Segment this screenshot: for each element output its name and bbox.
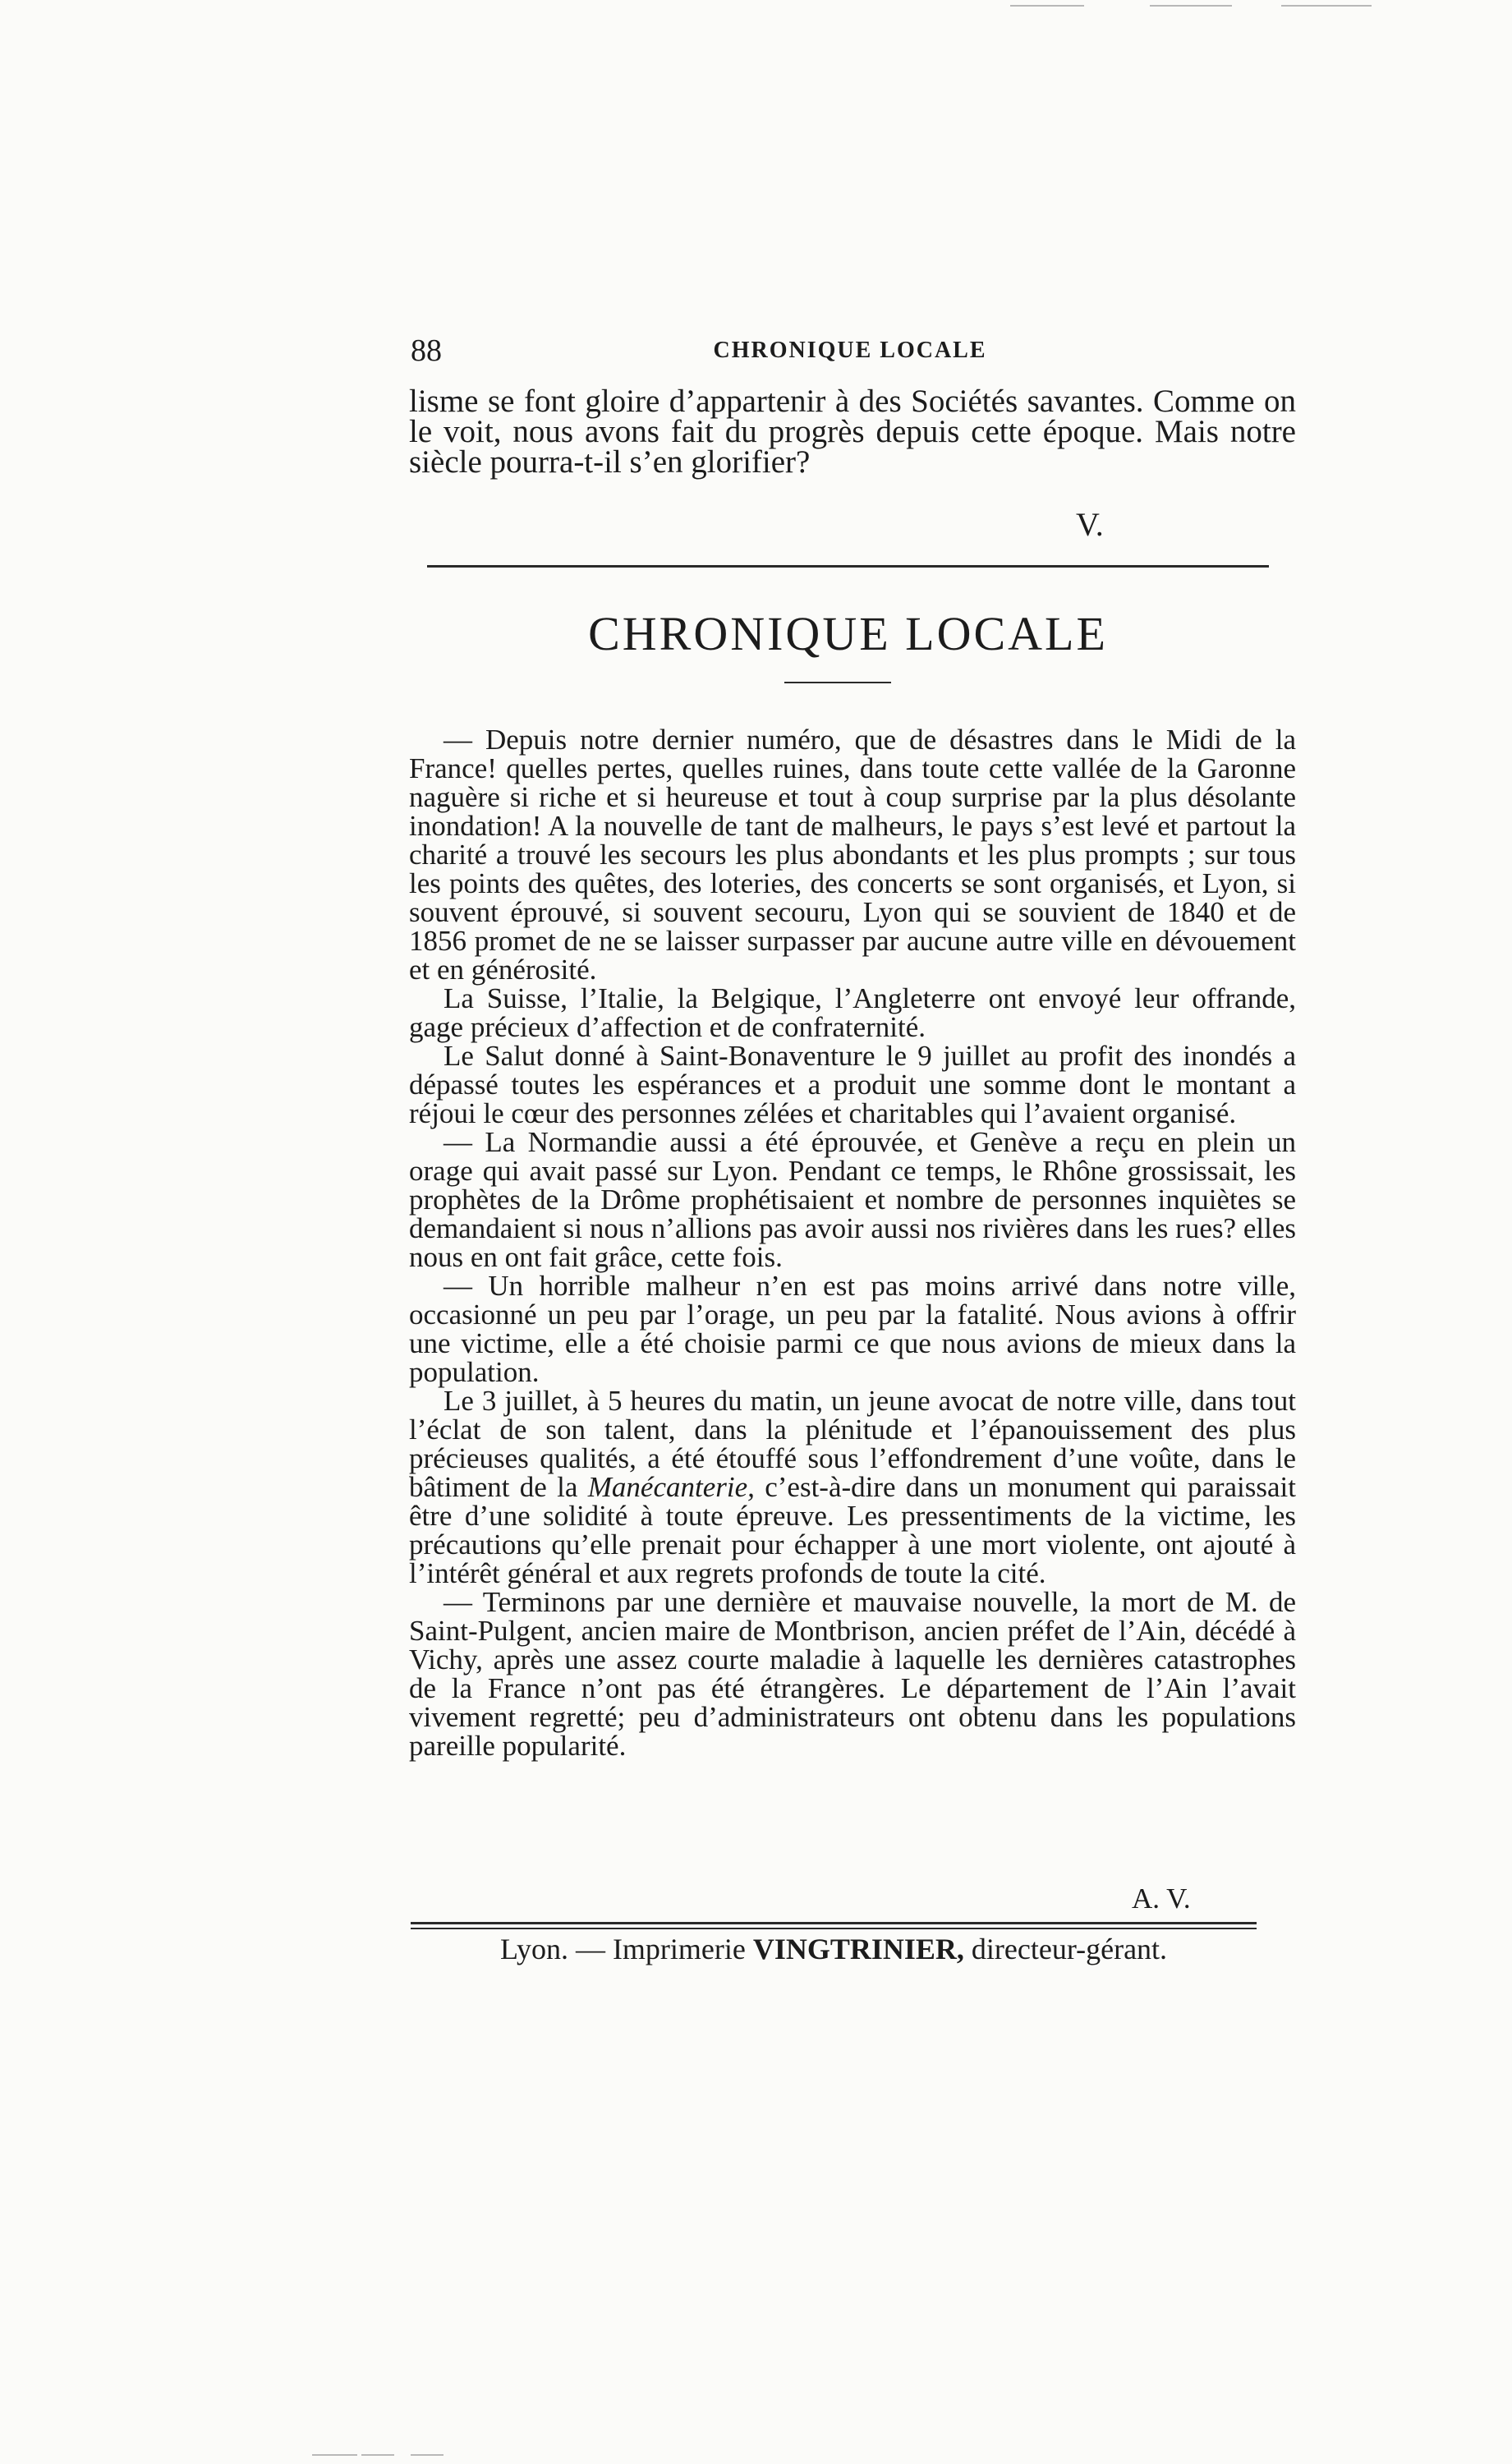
article-body [409, 725, 1296, 1760]
scan-edge-mark [312, 2454, 357, 2456]
paragraph: — Depuis notre dernier numéro, que de désastres dans le Midi de la France! quelles pertes, quelles ruines, dans toute cette vallée de la Garonne naguère si riche et si heureuse et tout à coup surprise par la plus désolante inondation! A la nouvelle de tant de malheurs, le pays s’est levé et partout la charité a trouvé les secours les plus abondants et les plus prompts ; sur tous les points des quêtes, des loteries, des concerts se sont organisés, et Lyon, si souvent éprouvé, si souvent secouru, Lyon qui se souvient de 1840 et de 1856 promet de ne se laisser surpasser par aucune autre ville en dévouement et en générosité. [409, 724, 1296, 986]
paragraph [409, 1386, 1296, 1588]
scan-edge-mark [1281, 5, 1372, 7]
title-underline [784, 682, 891, 683]
printer-name: VINGTRINIER, [752, 1933, 964, 1965]
running-head: CHRONIQUE LOCALE [713, 338, 987, 363]
section-title: CHRONIQUE LOCALE [588, 607, 1108, 660]
paragraph: Le Salut donné à Saint-Bonaventure le 9 juillet au profit des inondés a dépassé toutes les espérances et a produit une somme dont le montant a réjoui le cœur des personnes zélées et charitables qui l’avaient organisé. [409, 1040, 1296, 1129]
scan-edge-mark [1150, 5, 1232, 7]
emphasis-text: Manécanterie, [587, 1471, 755, 1503]
paragraph: — La Normandie aussi a été éprouvée, et Genève a reçu en plein un orage qui avait passé sur Lyon. Pendant ce temps, le Rhône grossissait, les prophètes de la Drôme prophétisaient et nombre de personnes inquiètes se demandaient si nous n’allions pas avoir aussi nos rivières dans les rues? elles nous en ont fait grâce, cette fois. [409, 1126, 1296, 1273]
page-number: 88 [411, 333, 442, 368]
author-signature: A. V. [1132, 1882, 1191, 1915]
scan-edge-mark [1010, 5, 1084, 7]
imprint-suffix: directeur-gérant. [963, 1933, 1168, 1965]
paragraph-text: c’est-à-dire dans un monument qui paraissait être d’une solidité à toute épreuve. Les pressentiments de la victime, les précautions qu’elle prenait pour échapper à une mort violente, ont ajouté à l’intérêt général et aux regrets profonds de toute la cité. [409, 1471, 1296, 1589]
imprint-prefix: Lyon. — Imprimerie [499, 1933, 753, 1965]
page-header [411, 333, 1273, 382]
intro-paragraph: lisme se font gloire d’appartenir à des Sociétés savantes. Comme on le voit, nous avons fait du progrès depuis cette époque. Mais notre siècle pourra-t-il s’en glorifier? [409, 384, 1296, 480]
printer-imprint [411, 1932, 1257, 1966]
section-divider [427, 565, 1269, 568]
footer-rule [411, 1928, 1257, 1929]
intro-text [409, 384, 1296, 480]
scan-edge-mark [411, 2454, 443, 2456]
paragraph: La Suisse, l’Italie, la Belgique, l’Angleterre ont envoyé leur offrande, gage précieux d’affection et de confraternité. [409, 982, 1296, 1043]
scan-edge-mark [361, 2454, 394, 2456]
paragraph-text: Le 3 juillet, à 5 heures du matin, un jeune avocat de notre ville, dans tout l’éclat de son talent, dans la plénitude et l’épanouissement des plus précieuses qualités, a été étouffé sous l’effondrement d’une voûte, dans le bâtiment de la [409, 1385, 1296, 1503]
paragraph: — Un horrible malheur n’en est pas moins arrivé dans notre ville, occasionné un peu par l’orage, un peu par la fatalité. Nous avions à offrir une victime, elle a été choisie parmi ce que nous avions de mieux dans la population. [409, 1270, 1296, 1388]
footer-rule [411, 1922, 1257, 1924]
intro-signature: V. [1076, 506, 1104, 543]
paragraph: — Terminons par une dernière et mauvaise nouvelle, la mort de M. de Saint-Pulgent, ancien maire de Montbrison, ancien préfet de l’Ain, décédé à Vichy, après une assez courte maladie à laquelle les dernières catastrophes de la France n’ont pas été étrangères. Le département de l’Ain l’avait vivement regretté; peu d’administrateurs ont obtenu dans les populations pareille popularité. [409, 1586, 1296, 1762]
